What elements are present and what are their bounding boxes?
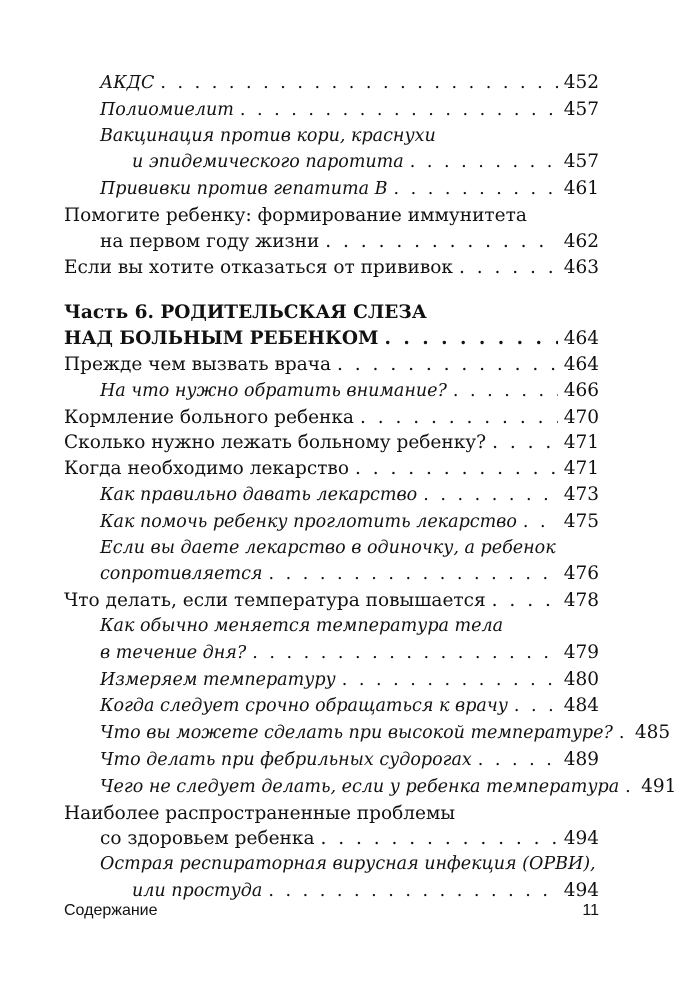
leader-dots bbox=[160, 71, 557, 97]
page-number: 466 bbox=[563, 379, 599, 401]
page-number: 457 bbox=[563, 98, 599, 120]
toc-entry: сопротивляется . . . 476 bbox=[64, 561, 599, 588]
toc-entry: Сколько нужно лежать больному ребенку? . . . 471 bbox=[64, 430, 599, 456]
leader-dots bbox=[523, 510, 558, 536]
toc-entry: Прививки против гепатита В . . . 461 bbox=[64, 176, 599, 203]
toc-entry: Когда следует срочно обращаться к врачу . . . 484 bbox=[64, 693, 599, 720]
page-number: 491 bbox=[641, 775, 677, 797]
page-number: 463 bbox=[563, 256, 599, 278]
leader-dots bbox=[478, 748, 558, 774]
leader-dots bbox=[240, 98, 558, 124]
page-number: 478 bbox=[563, 590, 599, 612]
toc-entry: или простуда . . . 494 bbox=[64, 878, 599, 905]
page-number: 464 bbox=[563, 328, 599, 350]
page-number: 462 bbox=[563, 230, 599, 252]
toc-entry: со здоровьем ребенка . . . 494 bbox=[64, 826, 599, 852]
toc-entry-line1: Если вы даете лекарство в одиночку, а ребенок bbox=[100, 537, 556, 558]
leader-dots bbox=[423, 483, 558, 509]
toc-entry: Если вы хотите отказаться от прививок . . . 463 bbox=[64, 255, 599, 281]
page-number: 473 bbox=[563, 483, 599, 505]
toc-entry: на первом году жизни . . . 462 bbox=[64, 229, 599, 255]
leader-dots bbox=[619, 721, 629, 747]
page-number: 484 bbox=[563, 695, 599, 717]
toc-entry: Измеряем температуру . . . 480 bbox=[64, 667, 599, 694]
leader-dots bbox=[268, 879, 557, 905]
leader-dots bbox=[320, 826, 557, 852]
leader-dots bbox=[492, 588, 558, 614]
page-number: 475 bbox=[563, 510, 599, 532]
toc-entry-line1: Как обычно меняется температура тела bbox=[100, 615, 504, 636]
leader-dots bbox=[492, 430, 558, 456]
toc-entry: Полиомиелит . . . 457 bbox=[64, 97, 599, 124]
page-number: 485 bbox=[634, 722, 671, 744]
leader-dots bbox=[355, 456, 558, 482]
page-number: 457 bbox=[563, 151, 599, 173]
page-number: 464 bbox=[563, 353, 599, 375]
toc-entry: Что делать при фебрильных судорогах . . . 489 bbox=[64, 747, 599, 774]
toc-entry: Кормление больного ребенка . . . 470 bbox=[64, 405, 599, 431]
leader-dots bbox=[459, 255, 558, 281]
toc-entry-line1: Наиболее распространенные проблемы bbox=[64, 802, 456, 824]
leader-dots bbox=[384, 326, 557, 352]
page-number: 476 bbox=[563, 563, 599, 585]
table-of-contents bbox=[64, 70, 677, 905]
toc-entry: На что нужно обратить внимание? . . . 466 bbox=[64, 378, 599, 405]
page-number: 489 bbox=[563, 748, 599, 770]
part-title: Часть 6. РОДИТЕЛЬСКАЯ СЛЕЗА bbox=[64, 302, 427, 324]
footer-section-title: Содержание bbox=[64, 902, 158, 919]
toc-entry: Когда необходимо лекарство . . . 471 bbox=[64, 456, 599, 482]
toc-entry: Чего не следует делать, если у ребенка температура . . . 491 bbox=[64, 774, 599, 801]
leader-dots bbox=[625, 775, 635, 801]
page-number: 452 bbox=[563, 72, 599, 93]
toc-entry: и эпидемического паротита . . . 457 bbox=[64, 149, 599, 176]
toc-entry: Как правильно давать лекарство . . . 473 bbox=[64, 482, 599, 509]
toc-entry: Что делать, если температура повышается . . . 478 bbox=[64, 588, 599, 614]
leader-dots bbox=[394, 177, 558, 203]
page-number: 471 bbox=[563, 458, 599, 480]
toc-entry: АКДС . . . 452 bbox=[64, 70, 599, 97]
leader-dots bbox=[268, 562, 557, 588]
leader-dots bbox=[360, 405, 558, 431]
toc-entry: Прежде чем вызвать врача . . . 464 bbox=[64, 352, 599, 378]
page-number: 494 bbox=[563, 828, 599, 850]
toc-entry-line1: Помогите ребенку: формирование иммунитета bbox=[64, 204, 527, 226]
part-title-entry: НАД БОЛЬНЫМ РЕБЕНКОМ . . . 464 bbox=[64, 326, 599, 352]
toc-entry: Как помочь ребенку проглотить лекарство . . . 475 bbox=[64, 509, 599, 536]
toc-entry-line1: Острая респираторная вирусная инфекция (ОРВИ), bbox=[100, 854, 596, 875]
leader-dots bbox=[252, 641, 557, 667]
leader-dots bbox=[514, 694, 558, 720]
leader-dots bbox=[325, 229, 557, 255]
page-number: 461 bbox=[563, 178, 599, 200]
leader-dots bbox=[453, 379, 558, 405]
page-number: 480 bbox=[563, 668, 599, 690]
leader-dots bbox=[410, 150, 558, 176]
toc-entry: в течение дня? . . . 479 bbox=[64, 640, 599, 667]
footer-page-number: 11 bbox=[582, 902, 599, 919]
page-number: 470 bbox=[563, 406, 599, 428]
toc-entry-line1: Вакцинация против кори, краснухи bbox=[100, 125, 436, 146]
leader-dots bbox=[342, 668, 558, 694]
toc-entry: Что вы можете сделать при высокой температуре? . . . 485 bbox=[64, 720, 599, 747]
page-number: 479 bbox=[563, 641, 599, 663]
leader-dots bbox=[337, 352, 558, 378]
page-footer bbox=[64, 902, 599, 920]
page-number: 471 bbox=[563, 432, 599, 454]
page-number: 494 bbox=[563, 879, 599, 901]
